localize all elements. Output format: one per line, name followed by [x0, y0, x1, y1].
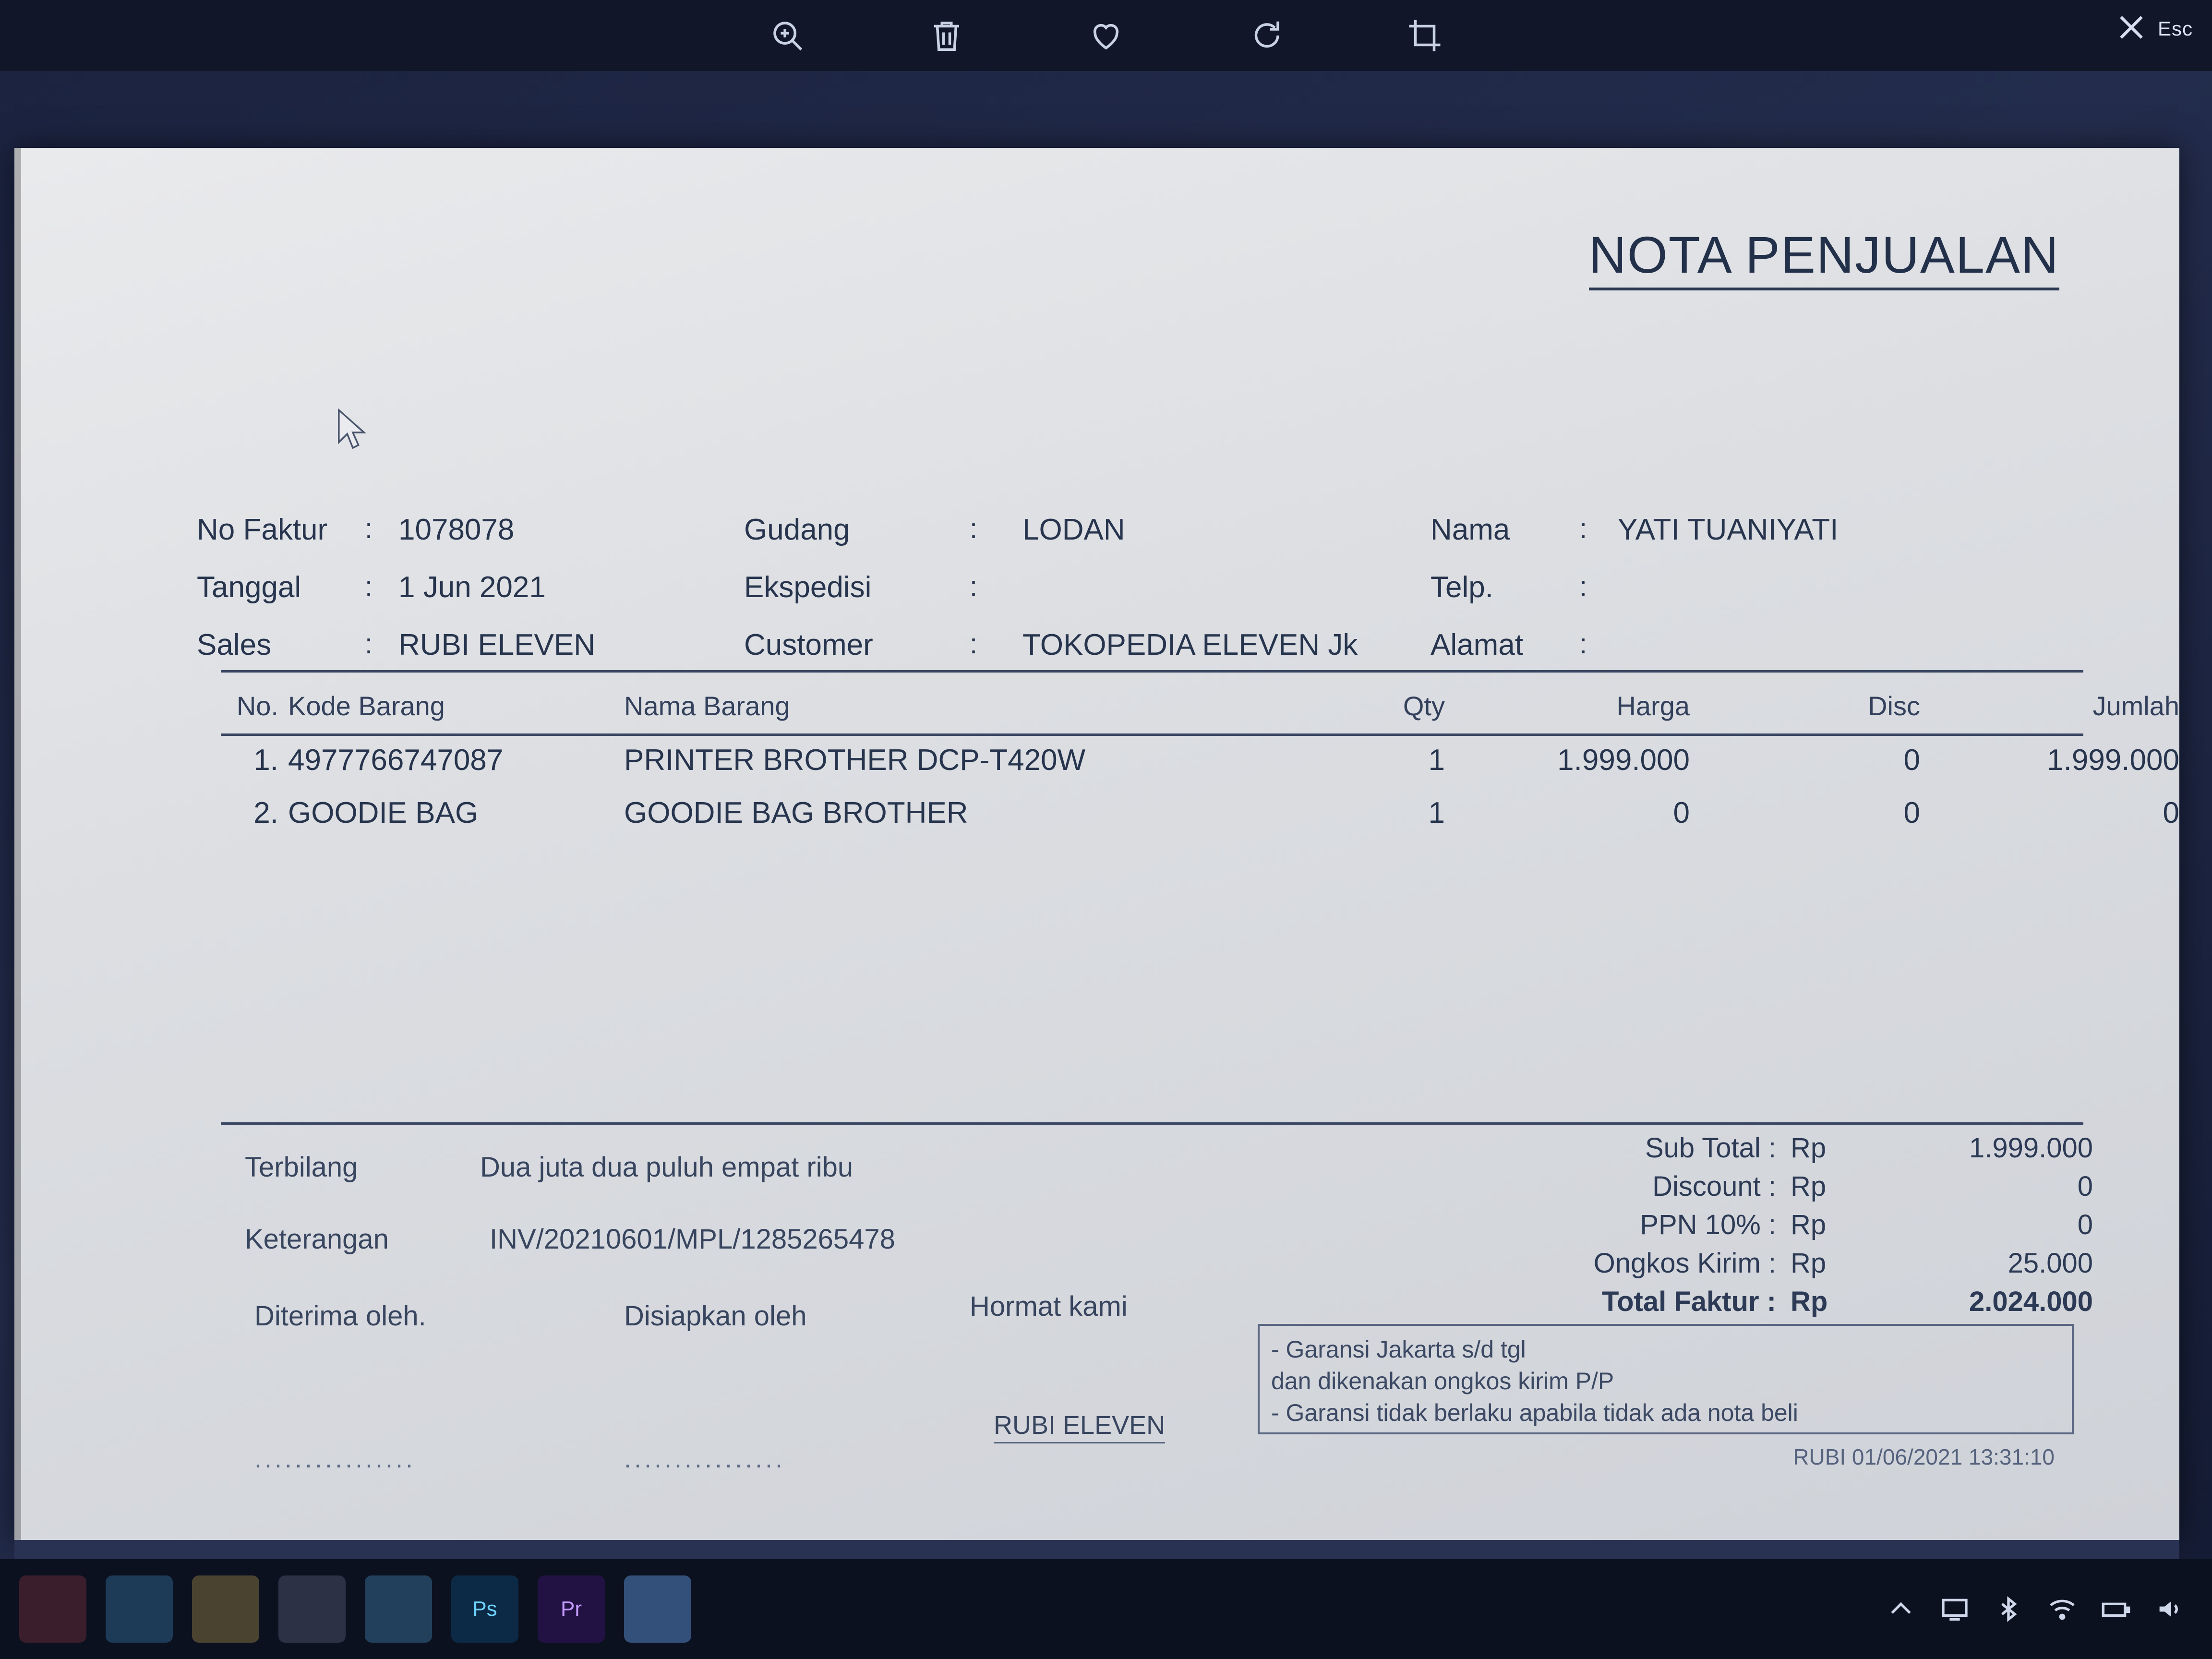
trash-icon[interactable] [925, 13, 969, 58]
subtotal-value: 1.999.000 [1969, 1132, 2093, 1164]
table-row: GOODIE BAG [288, 796, 479, 830]
subtotal-label: Sub Total : [1645, 1132, 1776, 1164]
diterima-label: Diterima oleh. [254, 1300, 426, 1332]
zoom-in-icon[interactable] [765, 13, 809, 58]
table-row: PRINTER BROTHER DCP-T420W [624, 744, 1086, 777]
chevron-up-icon[interactable] [1883, 1591, 1919, 1627]
table-row: 1.999.000 [2047, 744, 2179, 777]
ongkos-kirim-currency: Rp [1791, 1248, 1827, 1279]
browser-icon[interactable] [106, 1575, 173, 1643]
system-tray [1883, 1591, 2188, 1627]
table-row: 4977766747087 [288, 744, 504, 777]
print-stamp: RUBI 01/06/2021 13:31:10 [1793, 1444, 2055, 1469]
col-header-disc: Disc [1868, 691, 1920, 721]
table-row: 1 [1428, 744, 1445, 777]
nama-value: YATI TUANIYATI [1618, 513, 1839, 546]
ekspedisi-label: Ekspedisi [744, 571, 872, 604]
signature-line-1: ................ [254, 1444, 416, 1473]
signature-name: RUBI ELEVEN [994, 1410, 1165, 1443]
mail-icon[interactable] [365, 1575, 432, 1643]
table-row: 0 [2163, 796, 2179, 830]
warranty-line-3: - Garansi tidak berlaku apabila tidak ada nota beli [1271, 1399, 1798, 1426]
invoice [192, 177, 2179, 1598]
bluetooth-icon[interactable] [1990, 1591, 2027, 1627]
tanggal-label: Tanggal [197, 571, 301, 604]
ppn-value: 0 [2077, 1209, 2093, 1240]
table-row: 0 [1903, 796, 1920, 830]
gudang-value: LODAN [1022, 513, 1125, 546]
col-header-qty: Qty [1403, 691, 1445, 721]
table-row: 2. [253, 796, 278, 830]
record-icon[interactable] [19, 1575, 86, 1643]
customer-colon: : [970, 628, 978, 660]
ppn-currency: Rp [1791, 1209, 1827, 1240]
gudang-label: Gudang [744, 513, 850, 546]
telp-label: Telp. [1431, 571, 1493, 604]
customer-value: TOKOPEDIA ELEVEN Jk [1022, 628, 1358, 661]
sales-colon: : [365, 628, 373, 660]
ppn-label: PPN 10% : [1640, 1209, 1776, 1240]
customer-label: Customer [744, 628, 873, 661]
col-header-harga: Harga [1616, 691, 1690, 721]
table-row: 1.999.000 [1557, 744, 1690, 777]
table-bottom-rule [221, 1122, 2083, 1125]
total-faktur-label: Total Faktur : [1601, 1286, 1776, 1317]
warranty-note [1258, 1324, 2074, 1434]
no-faktur-label: No Faktur [197, 513, 328, 546]
col-header-nama: Nama Barang [624, 691, 790, 721]
col-header-jumlah: Jumlah [2092, 691, 2179, 721]
total-faktur-currency: Rp [1791, 1286, 1828, 1317]
terbilang-label: Terbilang [245, 1152, 358, 1183]
app-icon[interactable] [278, 1575, 346, 1643]
total-faktur-value: 2.024.000 [1969, 1286, 2093, 1317]
table-row: 1. [253, 744, 278, 777]
battery-icon[interactable] [2098, 1591, 2134, 1627]
no-faktur-value: 1078078 [398, 513, 515, 546]
network-icon[interactable] [2044, 1591, 2080, 1627]
photoshop-icon[interactable]: Ps [451, 1575, 518, 1643]
display-icon[interactable] [1936, 1591, 1973, 1627]
col-header-no: No. [236, 691, 278, 721]
terbilang-value: Dua juta dua puluh empat ribu [480, 1152, 854, 1183]
keterangan-label: Keterangan [245, 1224, 389, 1255]
folder-icon[interactable] [192, 1575, 259, 1643]
alamat-colon: : [1579, 628, 1587, 660]
tanggal-value: 1 Jun 2021 [398, 571, 546, 604]
heart-icon[interactable] [1084, 13, 1128, 58]
volume-icon[interactable] [2152, 1591, 2188, 1627]
hormat-label: Hormat kami [970, 1291, 1128, 1322]
table-top-rule [221, 670, 2083, 673]
table-row: GOODIE BAG BROTHER [624, 796, 968, 830]
tanggal-colon: : [365, 571, 373, 602]
close-viewer-button[interactable] [2114, 10, 2193, 48]
page-title: NOTA PENJUALAN [1589, 225, 2059, 290]
ekspedisi-colon: : [970, 571, 978, 602]
ongkos-kirim-label: Ongkos Kirim : [1593, 1248, 1776, 1279]
desktop [0, 71, 2212, 1559]
viewer-toolbar [0, 0, 2212, 71]
col-header-kode: Kode Barang [288, 691, 445, 721]
crop-icon[interactable] [1403, 13, 1447, 58]
discount-currency: Rp [1791, 1171, 1827, 1202]
gudang-colon: : [970, 513, 978, 544]
warranty-line-2: dan dikenakan ongkos kirim P/P [1271, 1368, 1614, 1395]
table-row: 0 [1673, 796, 1690, 830]
discount-value: 0 [2077, 1171, 2093, 1202]
close-icon[interactable] [2114, 10, 2149, 48]
page-edge [14, 148, 21, 1540]
no-faktur-colon: : [365, 513, 373, 544]
telp-colon: : [1579, 571, 1587, 602]
sales-value: RUBI ELEVEN [398, 628, 596, 661]
ongkos-kirim-value: 25.000 [2008, 1248, 2093, 1279]
sales-label: Sales [197, 628, 272, 661]
table-header-rule [221, 733, 2083, 736]
esc-label: Esc [2157, 17, 2193, 40]
table-row: 0 [1903, 744, 1920, 777]
alamat-label: Alamat [1431, 628, 1523, 661]
premiere-icon[interactable]: Pr [538, 1575, 605, 1643]
rotate-icon[interactable] [1243, 13, 1287, 58]
table-row: 1 [1428, 796, 1445, 830]
discount-label: Discount : [1652, 1171, 1776, 1202]
document-page[interactable] [14, 148, 2179, 1540]
nama-label: Nama [1431, 513, 1510, 546]
image-viewer-icon[interactable] [624, 1575, 691, 1643]
nama-colon: : [1579, 513, 1587, 544]
mouse-cursor [336, 407, 370, 455]
keterangan-value: INV/20210601/MPL/1285265478 [490, 1224, 895, 1255]
disiapkan-label: Disiapkan oleh [624, 1300, 807, 1332]
subtotal-currency: Rp [1791, 1132, 1827, 1164]
taskbar [0, 1559, 2212, 1659]
signature-line-2: ................ [624, 1444, 786, 1473]
warranty-line-1: - Garansi Jakarta s/d tgl [1271, 1336, 1526, 1363]
